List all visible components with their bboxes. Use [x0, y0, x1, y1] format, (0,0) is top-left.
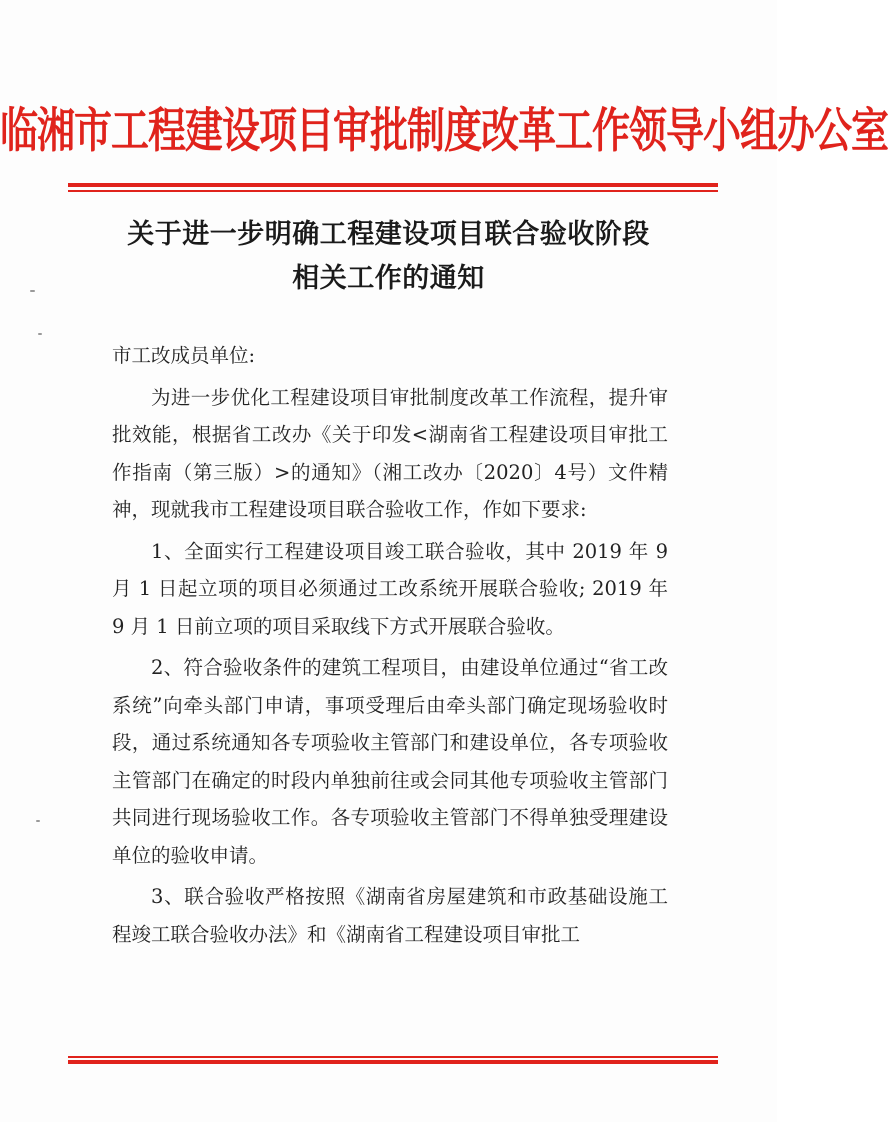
scan-artifact	[30, 290, 35, 292]
scan-artifact	[38, 333, 42, 335]
organization-header: 临湘市工程建设项目审批制度改革工作领导小组办公室	[0, 102, 888, 159]
salutation: 市工改成员单位:	[112, 344, 256, 367]
header-rule-thin	[68, 190, 718, 192]
paragraph-item-1: 1、全面实行工程建设项目竣工联合验收，其中 2019 年 9 月 1 日起立项的项目必须通过工改系统开展联合验收; 2019 年 9 月 1 日前立项的项目采取线下方式开展联合验收。	[112, 539, 668, 638]
paragraph-intro: 为进一步优化工程建设项目审批制度改革工作流程，提升审批效能，根据省工改办《关于印发<湖南省工程建设项目审批工作指南（第三版）>的通知》（湘工改办〔2020〕4号）文件精神，现就我市工程建设项目联合验收工作，作如下要求:	[112, 385, 668, 521]
document-body	[112, 337, 668, 957]
document-title-line2: 相关工作的通知	[292, 263, 485, 294]
footer-rule-thin	[68, 1056, 718, 1058]
scan-artifact	[36, 820, 40, 822]
document-title-line1: 关于进一步明确工程建设项目联合验收阶段	[127, 219, 650, 250]
paragraph-item-2: 2、符合验收条件的建筑工程项目，由建设单位通过“省工改系统”向牵头部门申请，事项受理后由牵头部门确定现场验收时段，通过系统通知各专项验收主管部门和建设单位，各专项验收主管部门在确定的时段内单独前往或会同其他专项验收主管部门共同进行现场验收工作。各专项验收主管部门不得单独受理建设单位的验收申请。	[112, 656, 668, 867]
footer-rule-thick	[68, 1060, 718, 1064]
header-rule-thick	[68, 183, 718, 187]
paragraph-item-3: 3、联合验收严格按照《湖南省房屋建筑和市政基础设施工程竣工联合验收办法》和《湖南省工程建设项目审批工	[112, 885, 668, 946]
